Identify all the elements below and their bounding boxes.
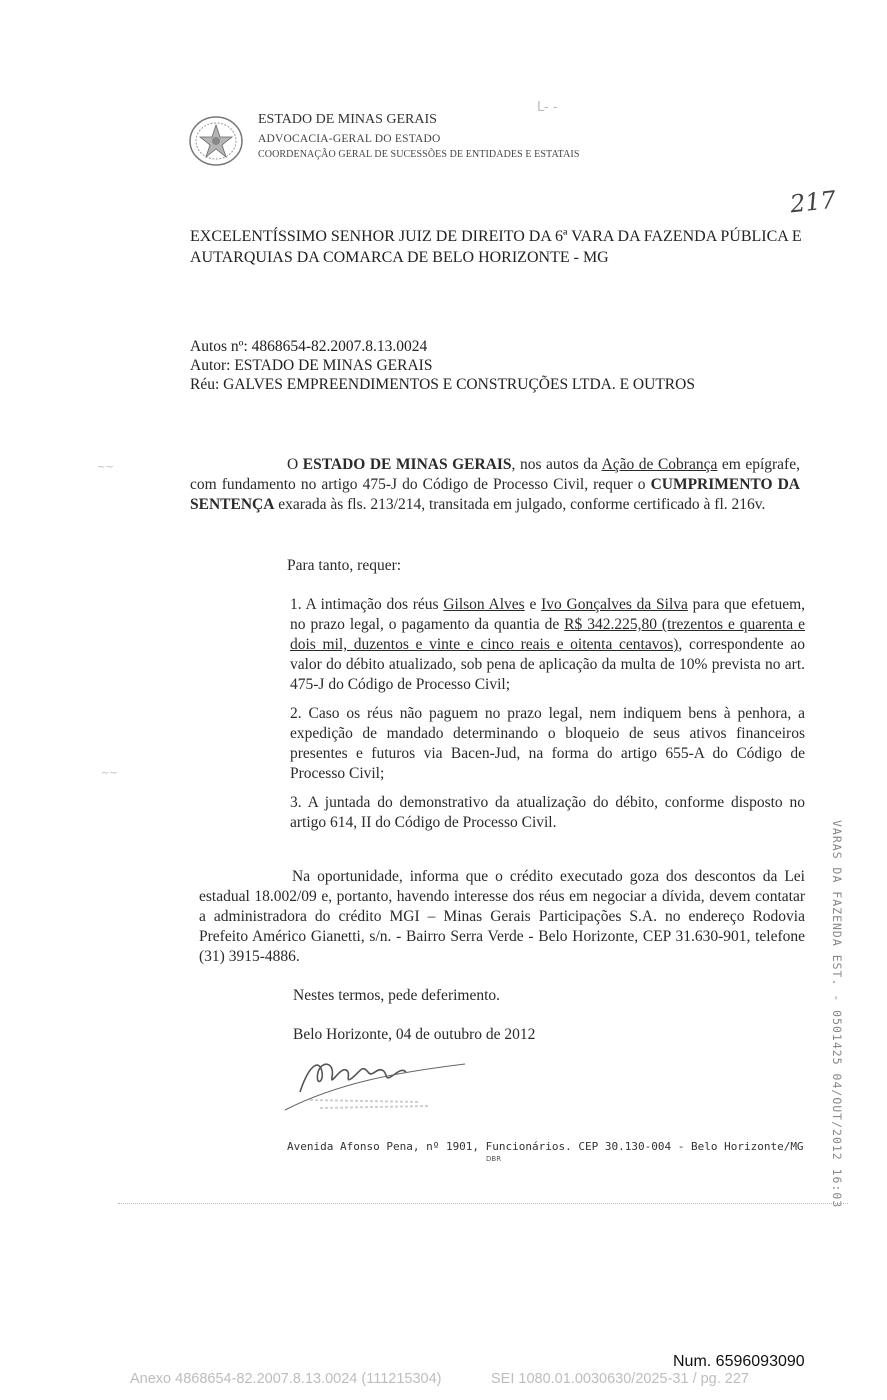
state-seal-icon [188,115,244,167]
notice-paragraph: Na oportunidade, informa que o crédito executado goza dos descontos da Lei estadual 18.002/09 e, portanto, havendo interesse dos réus em negociar a dívida, devem contatar a administradora do crédito MGI – Minas Gerais Participações S.A. no endereço Rodovia Prefeito Américo Gianetti, s/n. - Bairro Serra Verde - Belo Horizonte, CEP 31.630-901, telefone (31) 3915-4886. [199,868,805,965]
header-coordination: COORDENAÇÃO GERAL DE SUCESSÕES DE ENTIDADES E ESTATAIS [258,149,580,160]
handwritten-page-number: 217 [788,185,838,219]
text-span: O [287,456,303,473]
annex-watermark: Anexo 4868654-82.2007.8.13.0024 (111215304) [130,1371,442,1387]
request-item-1 [290,595,805,695]
case-plaintiff: Autor: ESTADO DE MINAS GERAIS [190,357,433,374]
protocol-stamp: VARAS DA FAZENDA EST. - 0501425 04/OUT/2012 16:03 [830,820,844,1209]
footer-address: Avenida Afonso Pena, nº 1901, Funcionários. CEP 30.130-004 - Belo Horizonte/MG [287,1140,804,1153]
case-info [190,337,695,394]
sei-watermark: SEI 1080.01.0030630/2025-31 / pg. 227 [491,1371,749,1387]
case-number: Autos nº: 4868654-82.2007.8.13.0024 [190,338,428,355]
closing: Nestes termos, pede deferimento. [293,987,501,1004]
defendant-name: Ivo Gonçalves da Silva [541,596,688,613]
request-bold: CUMPRIMENTO DA SENTENÇA [190,476,800,513]
text-span: e [524,596,542,613]
amount: R$ 342.225,80 (trezentos e quarenta e dois mil, duzentos e vinte e cinco reais e oitenta centavos) [290,616,805,653]
request-item-3: 3. A juntada do demonstrativo da atualização do débito, conforme disposto no artigo 614, II do Código de Processo Civil. [290,794,805,831]
document-number: Num. 6596093090 [673,1353,805,1370]
text-span: para que efetuem, no prazo legal, o pagamento da quantia de [290,596,806,633]
opening-paragraph [190,455,800,515]
footer-initials: DBR [486,1155,502,1163]
margin-mark: ~~ [101,768,118,779]
defendant-name: Gilson Alves [443,596,525,613]
action-type: Ação de Cobrança [601,456,718,473]
signature-icon [280,1042,470,1117]
text-span: , nos autos da [511,456,602,473]
text-span: , correspondente ao valor do débito atualizado, sob pena de aplicação da multa de 10% prevista no art. 475-J do Código de Processo Civil; [290,636,805,693]
text-span: exarada às fls. 213/214, transitada em julgado, conforme certificado à fl. 216v. [274,496,766,513]
margin-mark: ~~ [97,462,114,473]
plaintiff-bold: ESTADO DE MINAS GERAIS [302,456,512,473]
request-item-2: 2. Caso os réus não paguem no prazo legal, nem indiquem bens à penhora, a expedição de mandado determinando o bloqueio de seus ativos financeiros presentes e futuros via Bacen-Jud, na forma do artigo 655-A do Código de Processo Civil; [290,705,805,782]
header-agency: ADVOCACIA-GERAL DO ESTADO [258,133,441,145]
text-span: 1. A intimação dos réus [290,596,444,613]
addressee: EXCELENTÍSSIMO SENHOR JUIZ DE DIREITO DA 6ª VARA DA FAZENDA PÚBLICA E AUTARQUIAS DA COMARCA DE BELO HORIZONTE - MG [190,228,802,266]
header-state-name: ESTADO DE MINAS GERAIS [258,112,437,127]
faint-top-stamp: L- - [537,100,558,115]
text-span: em epígrafe, com fundamento no artigo 475-J do Código de Processo Civil, requer o [190,456,800,493]
separator [118,1203,848,1204]
case-defendant: Réu: GALVES EMPREENDIMENTOS E CONSTRUÇÕES LTDA. E OUTROS [190,376,695,393]
place-date: Belo Horizonte, 04 de outubro de 2012 [293,1026,536,1043]
requests-list [290,595,805,842]
para-tanto: Para tanto, requer: [287,557,402,574]
